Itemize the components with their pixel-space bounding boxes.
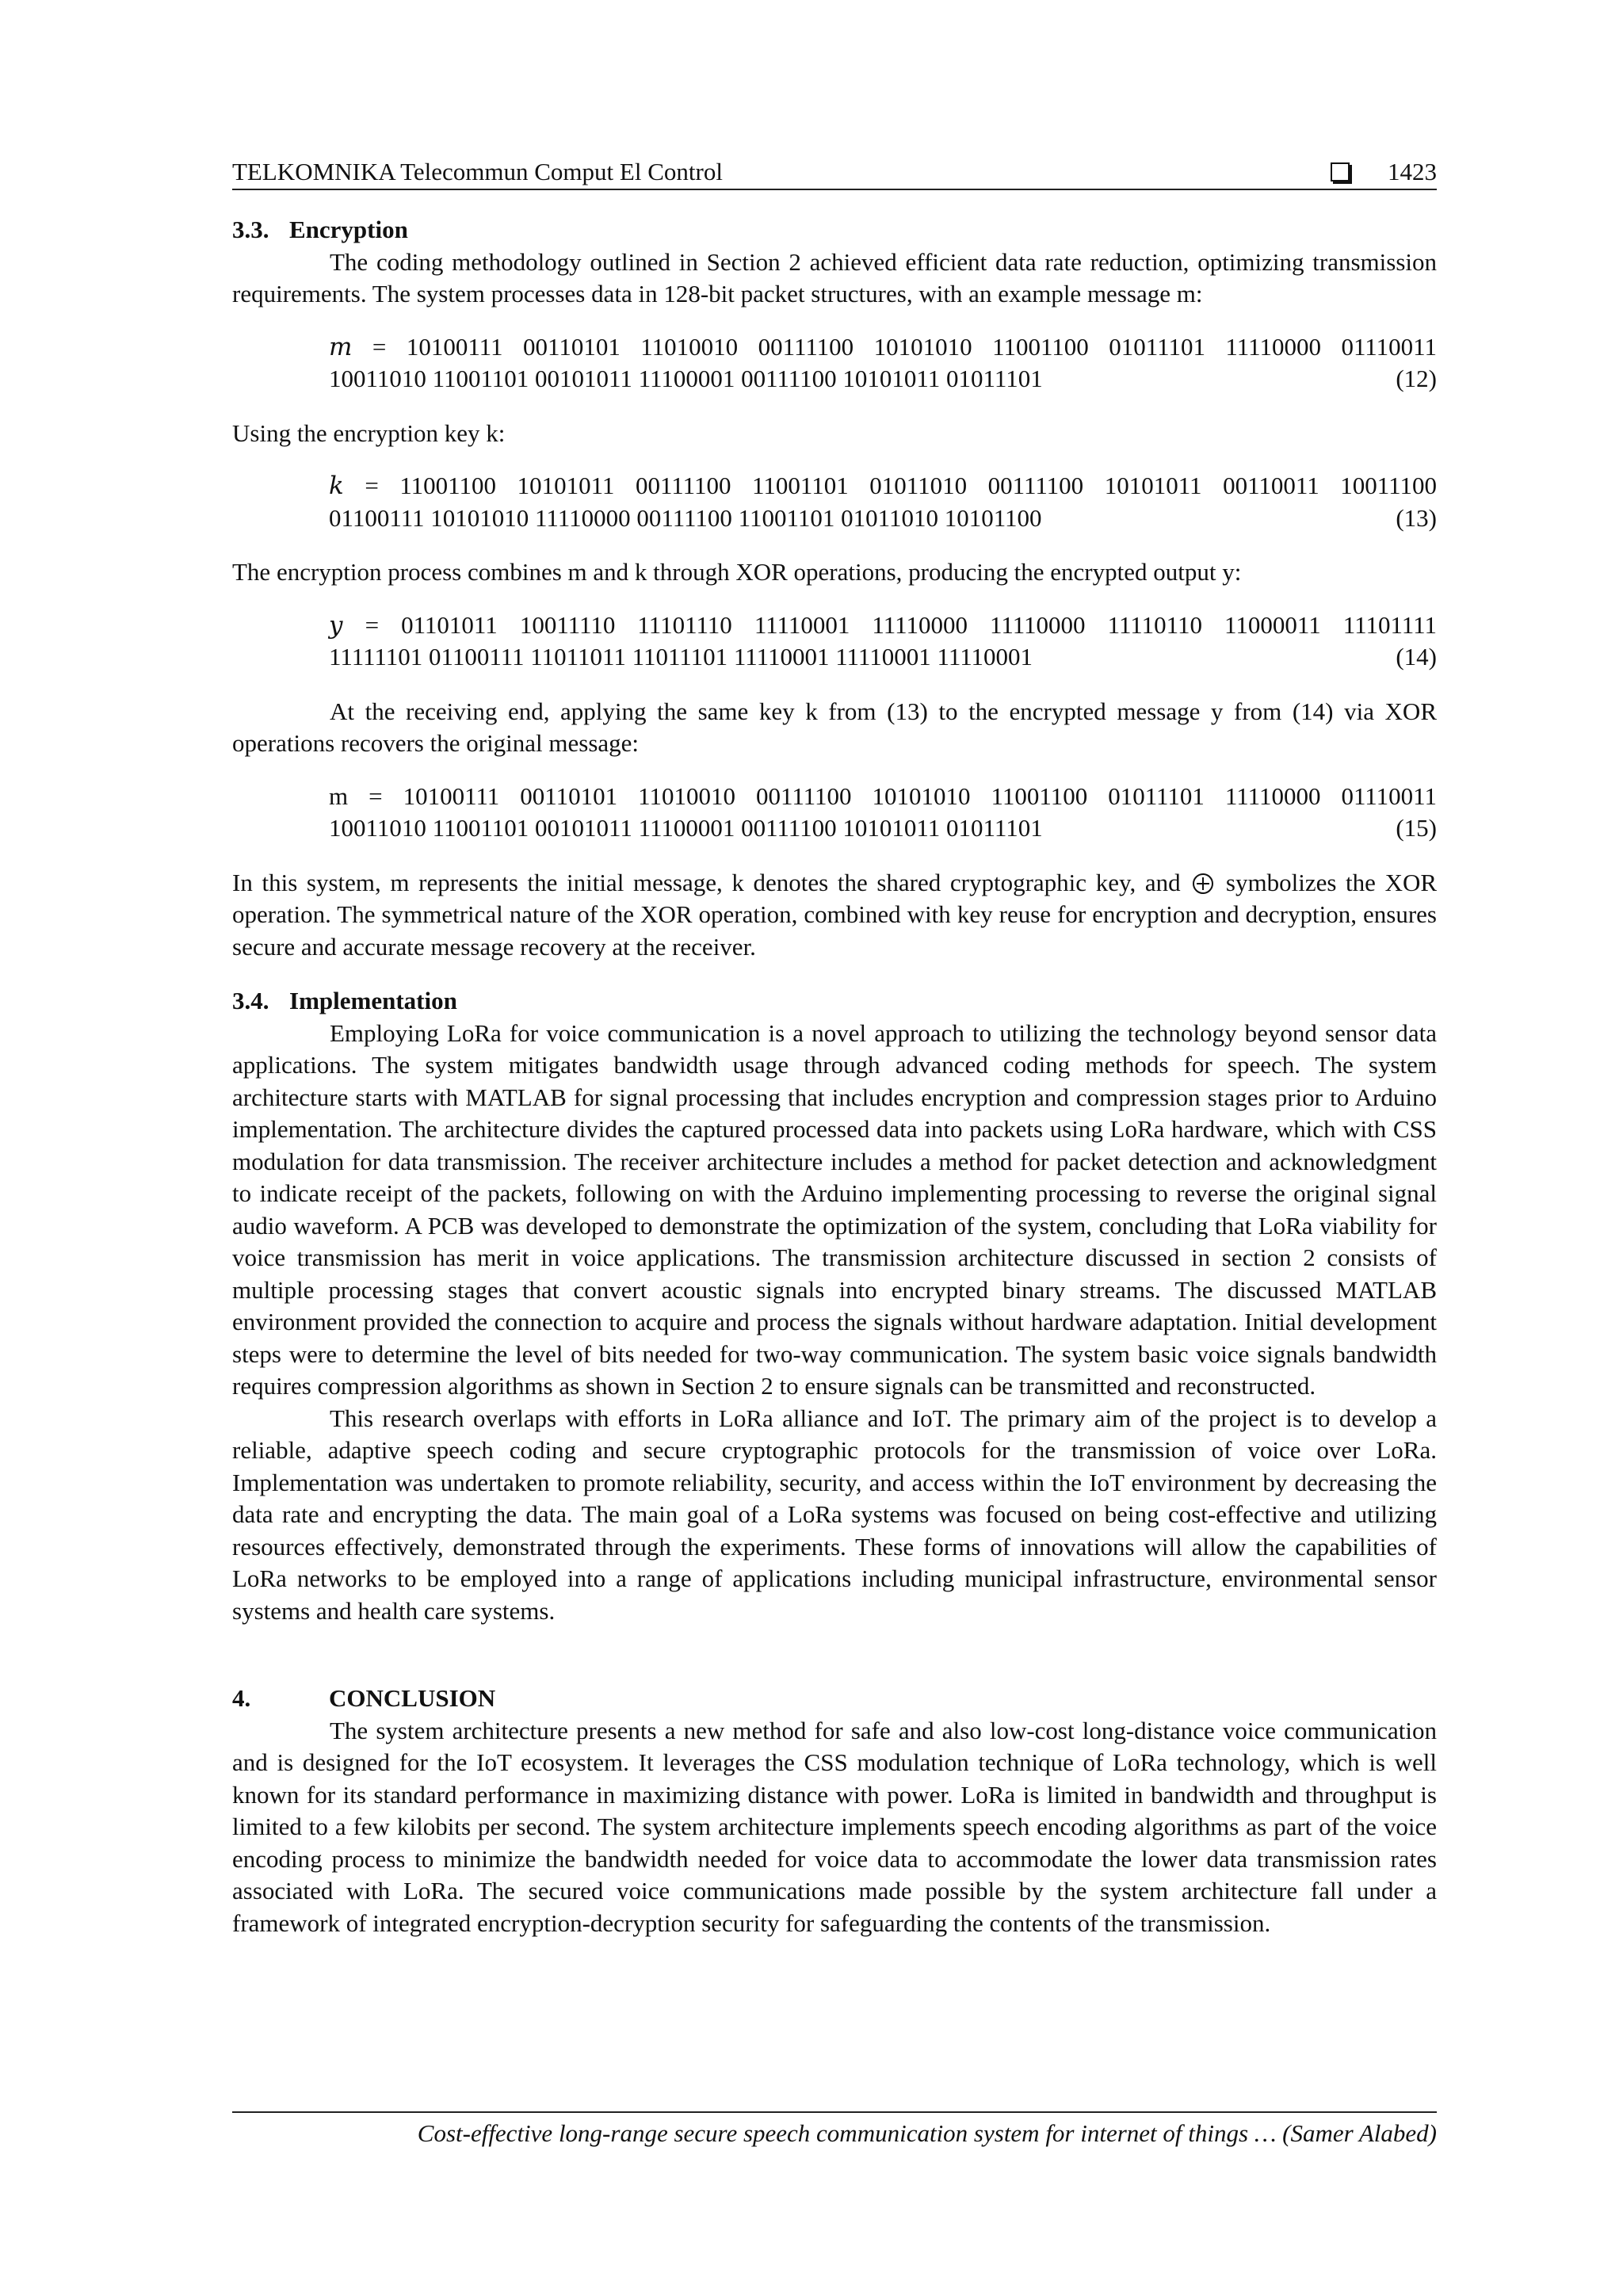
- equation-number: (14): [1396, 643, 1437, 670]
- square-box-icon: [1331, 162, 1350, 181]
- implementation-paragraph-1: Employing LoRa for voice communication is a novel approach to utilizing the technology beyond sensor data applications. The system mitigates bandwidth usage through advanced coding methods for speech. The system architecture starts with MATLAB for signal processing that includes encryption and compression stages prior to Arduino implementation. The architecture divides the captured processed data into packets using LoRa hardware, which with CSS modulation for data transmission. The receiver architecture includes a method for packet detection and acknowledgment to indicate receipt of the packets, following on with the Arduino implementing processing to reverse the original signal audio waveform. A PCB was developed to demonstrate the optimization of the system, concluding that LoRa viability for voice transmission has merit in voice applications. The transmission architecture discussed in section 2 consists of multiple processing stages that convert acoustic signals into encrypted binary streams. The discussed MATLAB environment provided the connection to acquire and process the signals without hardware adaptation. Initial development steps were to determine the level of bits needed for two-way communication. The system basic voice signals bandwidth requires compression algorithms as shown in Section 2 to ensure signals can be transmitted and reconstructed.: [232, 1018, 1437, 1400]
- equation-variable: k: [329, 472, 344, 500]
- equation-14: y = 01101011 10011110 11101110 11110001 11110000 11110000 11110110 11000011 11101111 11111101 01100111 11011011 11011101 11110001 11110001 11110001 (14): [329, 609, 1437, 674]
- equation-variable: m: [329, 781, 349, 810]
- key-intro: Using the encryption key k:: [232, 418, 506, 447]
- equation-variable: m: [329, 332, 353, 361]
- header-right: [1331, 155, 1437, 189]
- equation-variable: y: [329, 610, 343, 640]
- equation-number: (13): [1396, 503, 1437, 532]
- encryption-intro: The coding methodology outlined in Section 2 achieved efficient data rate reduction, optimizing transmission requirements. The system processes data in 128-bit packet structures, with an example message m:: [232, 247, 1437, 308]
- page-number: 1423: [1388, 158, 1437, 185]
- equation-number: (12): [1396, 365, 1437, 392]
- equation-15: m = 10100111 00110101 11010010 00111100 10101010 11001100 01011101 11110000 01110011 10011010 11001101 00101011 11100001 00111100 10101011 01011101 (15): [329, 781, 1437, 845]
- equation-13: k = 11001100 10101011 00111100 11001101 01011010 00111100 10101011 00110011 10011100 01100111 10101010 11110000 00111100 11001101 01011010 10101100 (13): [329, 470, 1437, 534]
- page-header: [232, 155, 1437, 190]
- journal-title: TELKOMNIKA Telecommun Comput El Control: [232, 158, 723, 185]
- equation-12: m = 10100111 00110101 11010010 00111100 10101010 11001100 01011101 11110000 01110011 10011010 11001101 00101011 11100001 00111100 10101011 01011101 (12): [329, 331, 1437, 395]
- xor-summary: In this system, m represents the initial message, k denotes the shared cryptographic key, and symbolizes the XOR operation. The symmetrical nature of the XOR operation, combined with key reuse for encryption and decryption, ensures secure and accurate message recovery at the receiver.: [232, 868, 1438, 961]
- section-heading-3-3: 3.3. Encryption: [232, 216, 408, 243]
- page-body: [232, 214, 1437, 1939]
- xor-intro: The encryption process combines m and k through XOR operations, producing the encrypted output y:: [232, 558, 1242, 586]
- circled-plus-icon: [1193, 873, 1213, 894]
- conclusion-paragraph: The system architecture presents a new method for safe and also low-cost long-distance voice communication and is designed for the IoT ecosystem. It leverages the CSS modulation technique of LoRa technology, which is well known for its standard performance in maximizing distance with power. LoRa is limited in bandwidth and throughput is limited to a few kilobits per second. The system architecture implements speech encoding algorithms as part of the voice encoding process to minimize the bandwidth needed for voice data to accommodate the lower data transmission rates associated with LoRa. The secured voice communications made possible by the system architecture fall under a framework of integrated encryption-decryption security for safeguarding the contents of the transmission.: [232, 1716, 1437, 1937]
- receive-text: At the receiving end, applying the same key k from (13) to the encrypted message y from (14) via XOR operations recovers the original message:: [232, 697, 1437, 757]
- equation-number: (15): [1396, 814, 1437, 842]
- implementation-paragraph-2: This research overlaps with efforts in LoRa alliance and IoT. The primary aim of the project is to develop a reliable, adaptive speech coding and secure cryptographic protocols for the transmission of voice over LoRa. Implementation was undertaken to promote reliability, security, and access within the IoT environment by decreasing the data rate and encrypting the data. The main goal of a LoRa systems was focused on being cost-effective and utilizing resources effectively, demonstrated through the experiments. These forms of innovations will allow the capabilities of LoRa networks to be employed into a range of applications including municipal infrastructure, environmental sensor systems and health care systems.: [232, 1404, 1437, 1625]
- page-footer: Cost-effective long-range secure speech communication system for internet of things … (Samer Alabed): [232, 2111, 1437, 2149]
- section-heading-4: 4. CONCLUSION: [232, 1684, 496, 1712]
- section-heading-3-4: 3.4. Implementation: [232, 987, 457, 1014]
